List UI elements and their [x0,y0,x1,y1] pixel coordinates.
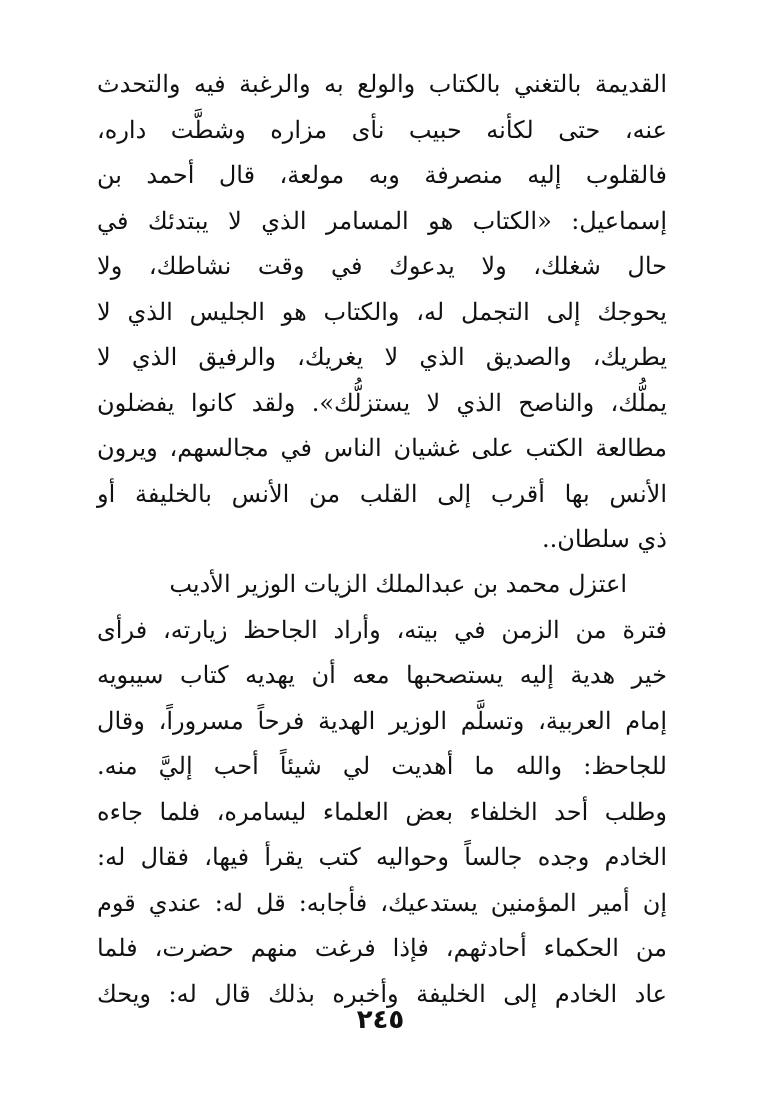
text-line: عاد الخادم إلى الخليفة وأخبره بذلك قال له: ويحك [97,979,667,1008]
paragraph-1 [97,62,667,563]
page-number: ٢٤٥ [356,1005,405,1035]
text-line: الخادم وجده جالساً وحواليه كتب يقرأ فيها، فقال له: [97,843,667,871]
text-line: مطالعة الكتب على غشيان الناس في مجالسهم، ويرون [97,434,667,462]
text-line: فالقلوب إليه منصرفة وبه مولعة، قال أحمد بن [97,161,667,189]
text-line: عنه، حتى لكأنه حبيب نأى مزاره وشطَّت داره، [97,115,667,144]
text-line: ذي سلطان.. [541,525,667,553]
text-line: الأنس بها أقرب إلى القلب من الأنس بالخليفة أو [97,479,667,508]
text-line: وطلب أحد الخلفاء بعض العلماء ليسامره، فلما جاءه [97,797,667,826]
text-line: القديمة بالتغني بالكتاب والولع به والرغبة فيه والتحدث [97,70,667,98]
text-line: اعتزل محمد بن عبدالملك الزيات الوزير الأديب [169,570,627,598]
text-line: من الحكماء أحادثهم، فإذا فرغت منهم حضرت، فلما [97,934,667,962]
text-line: فترة من الزمن في بيته، وأراد الجاحظ زيارته، فرأى [97,615,667,644]
text-line: إسماعيل: «الكتاب هو المسامر الذي لا يبتدئك في [97,206,667,235]
text-line: للجاحظ: والله ما أهديت لي شيئاً أحب إليَّ منه. [97,752,667,780]
text-line: يملُّك، والناصح الذي لا يستزلُّك». ولقد كانوا يفضلون [97,388,667,417]
text-line: يحوجك إلى التجمل له، والكتاب هو الجليس الذي لا [97,297,667,326]
text-line: إن أمير المؤمنين يستدعيك، فأجابه: قل له: عندي قوم [97,888,667,917]
paragraph-2 [97,562,667,1017]
text-line: يطريك، والصديق الذي لا يغريك، والرفيق الذي لا [97,343,667,371]
text-line: إمام العربية، وتسلَّم الوزير الهدية فرحاً مسروراً، وقال [97,706,667,735]
text-line: حال شغلك، ولا يدعوك في وقت نشاطك، ولا [97,252,667,280]
text-line: خير هدية إليه يستصحبها معه أن يهديه كتاب سيبويه [97,661,667,689]
